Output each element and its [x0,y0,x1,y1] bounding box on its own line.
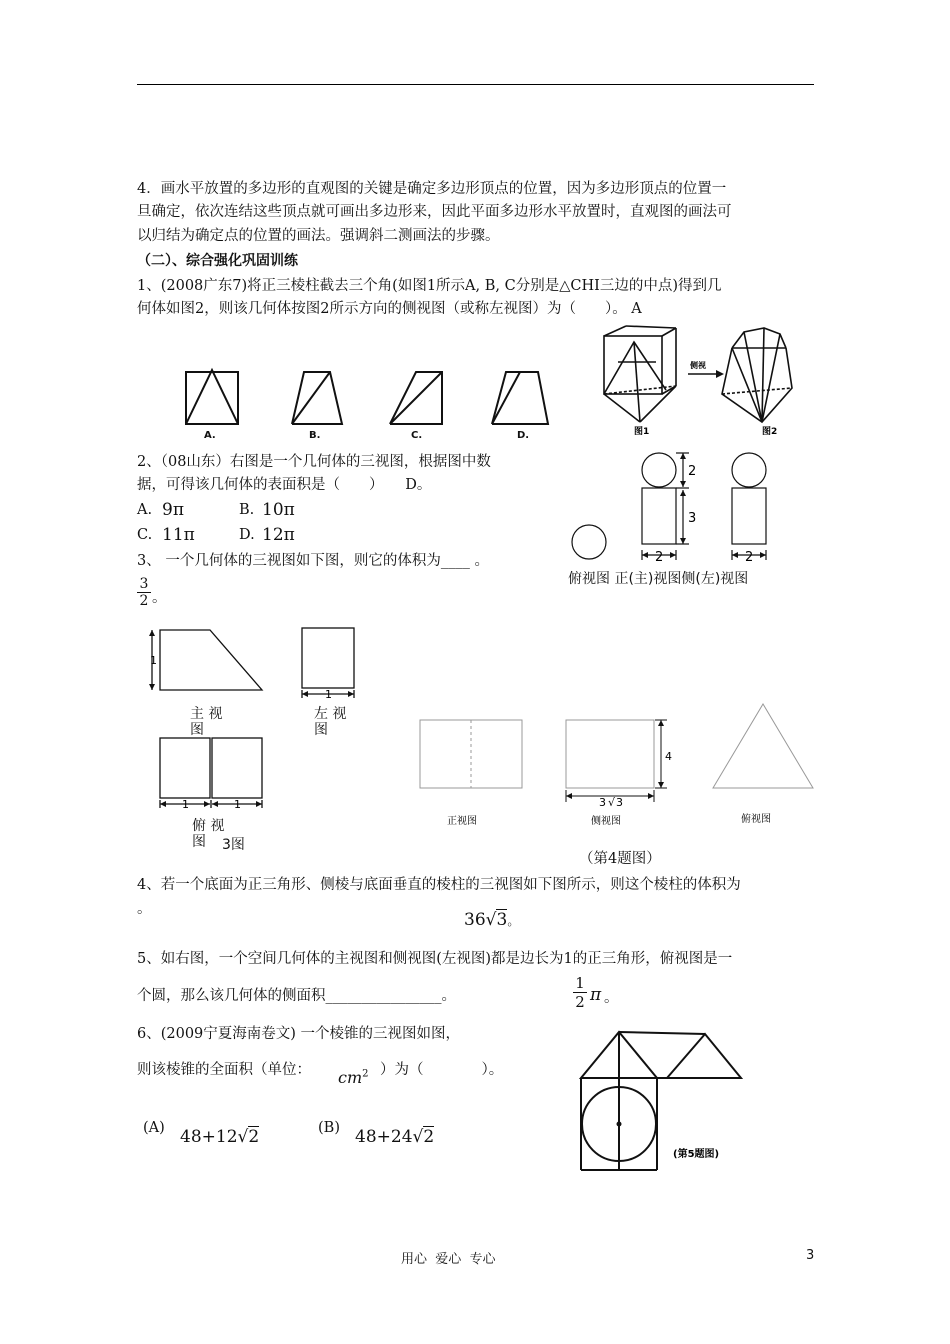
q1-fig1-caption: 图1 [634,427,650,437]
question-2-line1: 2、（08山东）右图是一个几何体的三视图，根据图中数 [137,454,491,470]
q6-option-a-label: (A) [143,1120,165,1136]
q2-dim-width-side: 2 [745,550,754,565]
q5-answer-tail: 。 [604,990,619,1006]
q3-answer-denominator: 2 [137,592,151,609]
question-6-line2b: ）为（ ）。 [380,1062,504,1078]
q1-option-a-label: A. [204,430,216,441]
question-1-line1: 1、(2008广东7)将正三棱柱截去三个角(如图1所示A, B, C分别是△CHI三边的中点)得到几 [137,278,722,294]
q2-three-views [565,450,815,565]
q1-option-b-label: B. [309,430,321,441]
q4-fig-height: 4 [665,750,672,763]
q1-option-c-label: C. [411,430,423,441]
q3-main-dim: 1 [150,654,157,667]
q1-option-d-label: D. [517,430,530,441]
q3-figure-number: 3图 [222,837,245,853]
question-6-line2a: 则该棱锥的全面积（单位： [137,1062,311,1078]
q2-option-d: 12π [262,525,295,545]
q6-option-b: 48+24√2 [355,1127,435,1147]
q4-answer: 36√3。 [464,910,520,930]
q3-top-dim-1: 1 [182,798,189,811]
header-rule [137,84,814,85]
q3-answer-fraction [137,576,151,609]
q5-figure-caption: (第5题图) [673,1149,720,1160]
q5-answer-pi: π [590,985,602,1005]
q1-option-c-figure [390,372,442,424]
q1-fig2-caption: 图2 [762,427,778,437]
q2-option-b-label: B. [239,502,255,518]
question-6-line1: 6、(2009宁夏海南卷文) 一个棱锥的三视图如图， [137,1026,461,1042]
question-5-line1: 5、如右图，一个空间几何体的主视图和侧视图(左视图)都是边长为1的正三角形，俯视图是一 [137,951,733,967]
question-3-line1: 3、 一个几何体的三视图如下图，则它的体积为____ 。 [137,553,489,569]
q4-fig-width-coef: 3 [599,796,606,809]
svg-text:√: √ [608,796,616,809]
q3-left-label: 左 视 图 [314,706,347,738]
question-1-line2: 何体如图2，则该几何体按图2所示方向的侧视图（或称左视图）为（ ）。 A [137,301,642,317]
q2-option-c: 11π [162,525,195,545]
q3-answer-tail: 。 [152,590,167,606]
q3-top-label: 俯 视 图 [192,818,225,850]
q4-fig-side-label: 侧视图 [591,816,621,827]
question-4-line1: 4、若一个底面为正三角形、侧棱与底面垂直的棱柱的三视图如下图所示，则这个棱柱的体积为 [137,877,741,893]
footer-center: 用心 爱心 专心 [401,1252,496,1267]
q4-fig-caption: （第4题图） [579,851,661,867]
q2-dim-rect: 3 [688,511,697,526]
q4-fig-top-label: 俯视图 [741,814,771,825]
q2-option-d-label: D. [239,527,255,543]
q6-option-a: 48+12√2 [180,1127,260,1147]
q2-option-a: 9π [162,500,184,520]
q3-top-dim-2: 1 [234,798,241,811]
q1-option-a-figure [186,370,238,424]
paragraph-line: 4．画水平放置的多边形的直观图的关键是确定多边形顶点的位置，因为多边形顶点的位置一 [137,181,727,197]
q5-figure [575,1030,750,1175]
q1-prism-figures [596,322,816,437]
question-2-line2: 据，可得该几何体的表面积是（ ） D。 [137,477,432,493]
q1-option-b-figure [292,372,342,424]
q1-arrow-label: 侧视 [690,361,706,370]
q6-option-b-label: (B) [318,1120,340,1136]
q2-dim-circle: 2 [688,464,697,479]
paragraph-line: 旦确定，依次连结这些顶点就可画出多边形来，因此平面多边形水平放置时，直观图的画法可 [137,204,732,220]
q4-fig-width-rad: 3 [616,796,623,809]
q3-main-label: 主 视 图 [190,706,223,738]
section-heading: （二）、综合强化巩固训练 [137,253,298,269]
q4-fig-front-label: 正视图 [447,816,477,827]
q3-answer-numerator: 3 [139,576,149,592]
page-number: 3 [806,1248,815,1263]
paragraph-line: 以归结为确定点的位置的画法。强调斜二测画法的步骤。 [137,228,500,244]
q4-three-views [415,700,825,830]
q2-option-a-label: A. [137,502,153,518]
question-4-line2: 。 [137,901,152,917]
q2-option-b: 10π [262,500,295,520]
question-5-line2: 个圆，那么该几何体的侧面积________________。 [137,988,456,1004]
q2-option-c-label: C. [137,527,153,543]
q5-answer-fraction: 1 2 [573,974,587,1011]
q3-left-dim: 1 [325,688,332,701]
q6-unit: $cm^2$ [338,1068,369,1087]
q1-option-d-figure [492,372,548,424]
q2-views-caption: 俯视图 正(主)视图侧(左)视图 [568,571,749,587]
q2-dim-width-front: 2 [655,550,664,565]
